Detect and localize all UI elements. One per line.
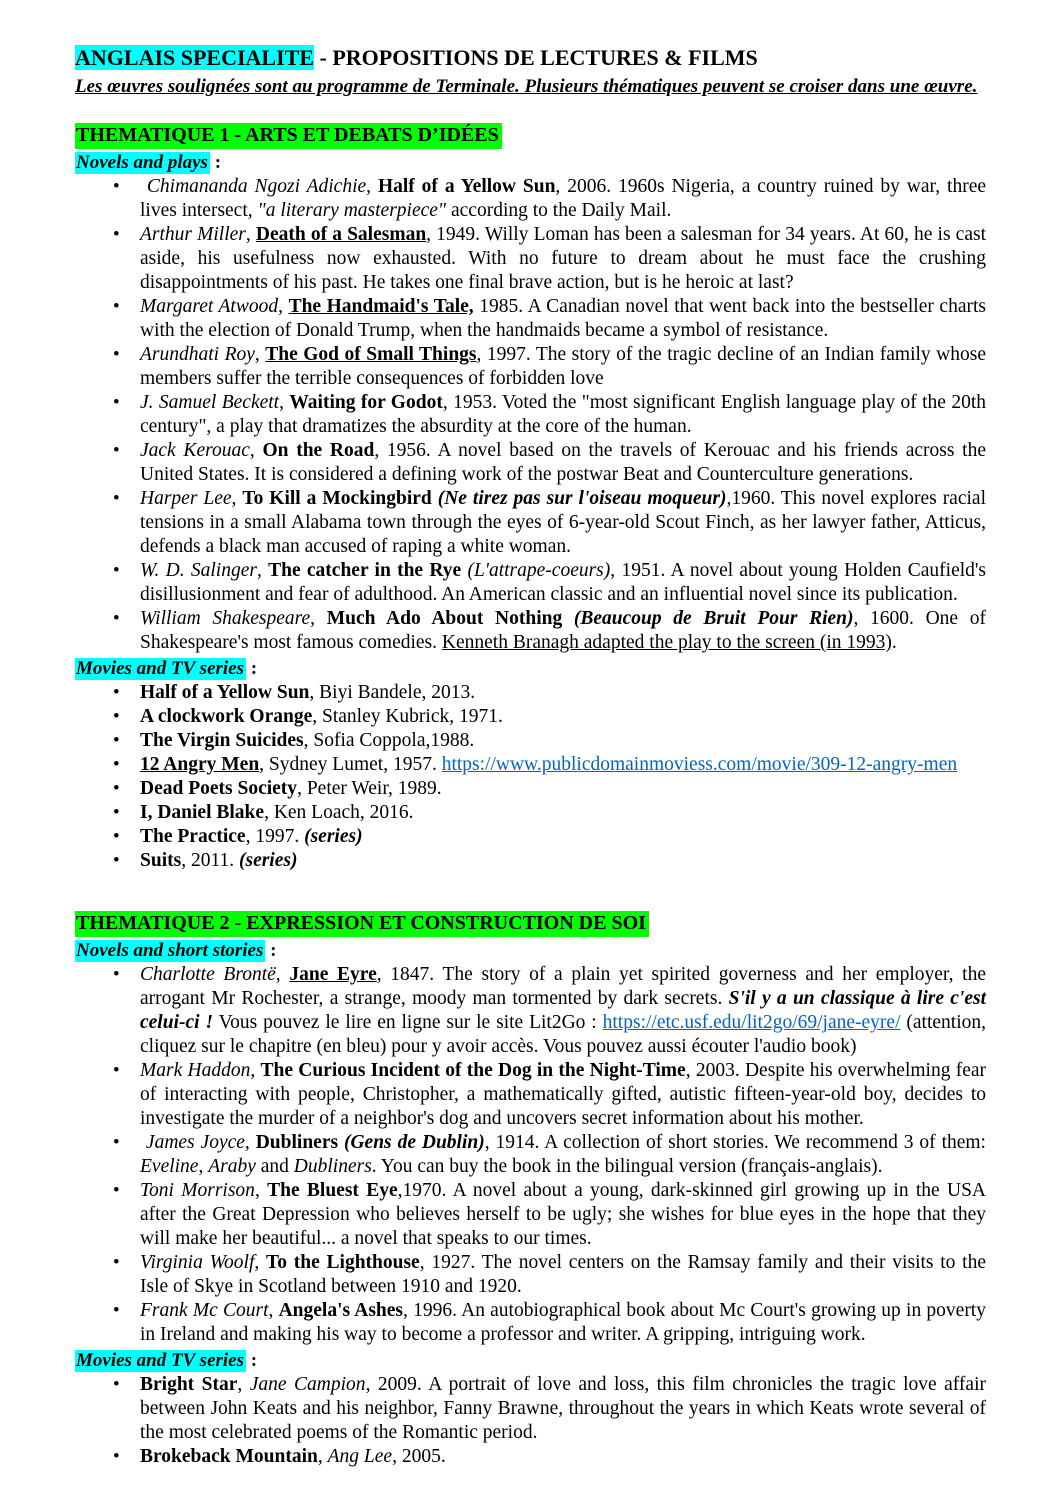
list-item bbox=[75, 391, 986, 439]
hyperlink[interactable]: https://www.publicdomainmoviess.com/movie/309-12-angry-men bbox=[441, 754, 958, 775]
text-segment: . bbox=[891, 632, 897, 653]
group-label: Movies and TV series bbox=[76, 1350, 245, 1371]
group-label: Novels and plays bbox=[76, 152, 208, 173]
text-segment: , 1847. The story of a plain yet spirited governess and her employer, the arrogant Mr Rochester, a strange, moody man tormented by dark secrets. bbox=[140, 964, 987, 1009]
list-item bbox=[75, 753, 986, 777]
text-segment: , Biyi Bandele, 2013. bbox=[309, 682, 476, 703]
text-segment: (Gens de Dublin) bbox=[343, 1132, 485, 1153]
list-item bbox=[75, 343, 986, 391]
list-item bbox=[75, 729, 986, 753]
item-list bbox=[75, 681, 986, 873]
thematic-section bbox=[75, 123, 986, 873]
text-segment: , bbox=[254, 1252, 267, 1273]
text-segment: , 2011. bbox=[181, 850, 239, 871]
text-segment: Chimananda Ngozi Adichie bbox=[140, 176, 367, 197]
text-segment: , 1996. An autobiographical book about Mc Court's growing up in poverty in Ireland and making his way to become a professor and writer. A gripping, intriguing work. bbox=[140, 1300, 986, 1345]
list-item bbox=[75, 559, 986, 607]
text-segment: , Sydney Lumet, 1957. bbox=[259, 754, 442, 775]
text-segment: To Kill a Mockingbird bbox=[242, 488, 438, 509]
group-label-colon: : bbox=[246, 658, 258, 679]
text-segment: W. D. Salinger bbox=[140, 560, 257, 581]
text-segment: , bbox=[268, 1300, 279, 1321]
text-segment: Dead Poets Society bbox=[140, 778, 298, 799]
page-title-rest: - PROPOSITIONS DE LECTURES & FILMS bbox=[314, 45, 758, 70]
text-segment: according to the Daily Mail. bbox=[446, 200, 672, 221]
text-segment: , 2003. Despite his overwhelming fear of interacting with people, Christopher, a mathematically gifted, autistic fifteen-year-old boy, decides to investigate the murder of a neighbor's dog and uncovers secret information about his mother. bbox=[140, 1060, 986, 1129]
page-subtitle: Les œuvres soulignées sont au programme de Terminale. Plusieurs thématiques peuvent se croiser dans une œuvre. bbox=[75, 76, 978, 97]
text-segment: , bbox=[250, 1060, 261, 1081]
text-segment: Half of a Yellow Sun bbox=[377, 176, 556, 197]
text-segment: , bbox=[237, 1374, 250, 1395]
list-item bbox=[75, 825, 986, 849]
text-segment: S'il y a un classique à lire c'est celui-ci ! bbox=[140, 988, 986, 1033]
text-segment: Much Ado About Nothing bbox=[326, 608, 574, 629]
text-segment: To the Lighthouse bbox=[266, 1252, 420, 1273]
text-segment: Arthur Miller bbox=[140, 224, 246, 245]
text-segment: Jane Campion bbox=[249, 1374, 366, 1395]
group-label-colon: : bbox=[246, 1350, 258, 1371]
text-segment: The Handmaid's Tale, bbox=[288, 296, 474, 317]
text-segment: Eveline bbox=[140, 1156, 199, 1177]
text-segment: Harper Lee bbox=[140, 488, 232, 509]
text-segment: and bbox=[255, 1156, 294, 1177]
list-item bbox=[75, 849, 986, 873]
item-list bbox=[75, 963, 986, 1347]
text-segment: Araby bbox=[208, 1156, 256, 1177]
text-segment: William Shakespeare bbox=[140, 608, 311, 629]
group-heading bbox=[75, 150, 986, 175]
text-segment: The Bluest Eye bbox=[267, 1180, 398, 1201]
list-item bbox=[75, 607, 986, 655]
text-segment: Brokeback Mountain bbox=[140, 1446, 318, 1467]
text-segment: Vous pouvez le lire en ligne sur le site Lit2Go : bbox=[213, 1012, 603, 1033]
text-segment: Margaret Atwood bbox=[140, 296, 279, 317]
text-segment: Frank Mc Court bbox=[140, 1300, 269, 1321]
group-heading bbox=[75, 656, 986, 681]
text-segment: The Practice bbox=[140, 826, 246, 847]
group-label-colon: : bbox=[209, 152, 222, 173]
item-list bbox=[75, 175, 986, 655]
hyperlink[interactable]: https://etc.usf.edu/lit2go/69/jane-eyre/ bbox=[602, 1012, 901, 1033]
page-title-highlighted: ANGLAIS SPECIALITE bbox=[75, 45, 315, 70]
text-segment: (attention, cliquez sur le chapitre (en bleu) pour y avoir accès. Vous pouvez aussi écouter l'audio book) bbox=[140, 1012, 986, 1057]
text-segment: Jane Eyre bbox=[289, 964, 377, 985]
text-segment: 12 Angry Men bbox=[140, 754, 260, 775]
text-segment: J. Samuel Beckett bbox=[140, 392, 280, 413]
text-segment: , Stanley Kubrick, 1971. bbox=[312, 706, 503, 727]
list-item bbox=[75, 801, 986, 825]
text-segment: (L'attrape-coeurs) bbox=[467, 560, 611, 581]
text-segment: Dubliners bbox=[293, 1156, 372, 1177]
text-segment: , bbox=[231, 488, 243, 509]
list-item bbox=[75, 1299, 986, 1347]
text-segment: , 1600. One of Shakespeare's most famous comedies. bbox=[140, 608, 986, 653]
text-segment: Jack Kerouac bbox=[140, 440, 250, 461]
text-segment: The God of Small Things bbox=[265, 344, 477, 365]
text-segment: , 1951. A novel about young Holden Caufield's disillusionment and fear of adulthood. An American classic and an influential novel since its publication. bbox=[140, 560, 987, 605]
text-segment: Angela's Ashes bbox=[278, 1300, 403, 1321]
text-segment: Ang Lee bbox=[327, 1446, 393, 1467]
text-segment: On the Road bbox=[262, 440, 375, 461]
text-segment: , bbox=[275, 964, 290, 985]
text-segment: , bbox=[245, 224, 256, 245]
text-segment: The Virgin Suicides bbox=[140, 730, 304, 751]
text-segment: Virginia Woolf bbox=[140, 1252, 255, 1273]
text-segment: (series) bbox=[304, 826, 363, 847]
text-segment: , bbox=[254, 344, 266, 365]
list-item bbox=[75, 1251, 986, 1299]
text-segment: , bbox=[317, 1446, 328, 1467]
text-segment: , bbox=[278, 296, 289, 317]
list-item bbox=[75, 1131, 986, 1179]
list-item bbox=[75, 439, 986, 487]
page-title bbox=[75, 44, 986, 72]
text-segment: Kenneth Branagh adapted the play to the screen (in 1993) bbox=[441, 632, 892, 653]
text-segment: A clockwork Orange bbox=[140, 706, 313, 727]
text-segment: James Joyce, bbox=[140, 1132, 256, 1153]
section-heading: THEMATIQUE 1 - ARTS ET DEBATS D’IDÉES bbox=[75, 123, 502, 149]
text-segment: Dubliners bbox=[255, 1132, 344, 1153]
text-segment: Half of a Yellow Sun bbox=[140, 682, 310, 703]
text-segment: , 1927. The novel centers on the Ramsay family and their visits to the Isle of Skye in Scotland between 1910 and 1920. bbox=[140, 1252, 987, 1297]
list-item bbox=[75, 705, 986, 729]
text-segment: Charlotte Brontë bbox=[140, 964, 276, 985]
text-segment: 1985. A Canadian novel that went back into the bestseller charts with the election of Donald Trump, when the handmaids became a symbol of resistance. bbox=[140, 296, 986, 341]
text-segment: , Peter Weir, 1989. bbox=[297, 778, 442, 799]
text-segment: , bbox=[198, 1156, 209, 1177]
list-item bbox=[75, 1445, 986, 1469]
text-segment: Suits bbox=[140, 850, 182, 871]
list-item bbox=[75, 1373, 986, 1445]
list-item bbox=[75, 681, 986, 705]
text-segment: Arundhati Roy bbox=[140, 344, 255, 365]
item-list bbox=[75, 1373, 986, 1469]
text-segment: , Ken Loach, 2016. bbox=[264, 802, 414, 823]
text-segment: The Curious Incident of the Dog in the Night-Time bbox=[260, 1060, 686, 1081]
group-heading bbox=[75, 938, 986, 963]
text-segment: . You can buy the book in the bilingual version (français-anglais). bbox=[371, 1156, 883, 1177]
list-item bbox=[75, 1059, 986, 1131]
text-segment: The catcher in the Rye bbox=[268, 560, 468, 581]
text-segment: I, Daniel Blake bbox=[140, 802, 265, 823]
list-item bbox=[75, 1179, 986, 1251]
text-segment: , 1914. A collection of short stories. We recommend 3 of them: bbox=[484, 1132, 986, 1153]
text-segment: ,1970. A novel about a young, dark-skinned girl growing up in the USA after the Great Depression who believes herself to be ugly; she wishes for blue eyes in the hope that they will make her beautiful... a novel that speaks to our times. bbox=[140, 1180, 987, 1249]
text-segment: (series) bbox=[238, 850, 298, 871]
text-segment: , bbox=[249, 440, 263, 461]
text-segment: , 2006. 1960s Nigeria, a country ruined by war, three lives intersect, bbox=[140, 176, 986, 221]
text-segment: , 1997. The story of the tragic decline of an Indian family whose members suffer the terrible consequences of forbidden love bbox=[140, 344, 986, 389]
text-segment: , bbox=[279, 392, 290, 413]
text-segment: , 1956. A novel based on the travels of Kerouac and his friends across the United States. It is considered a defining work of the postwar Beat and Counterculture generations. bbox=[140, 440, 986, 485]
text-segment: Mark Haddon bbox=[140, 1060, 251, 1081]
text-segment: Toni Morrison bbox=[140, 1180, 255, 1201]
text-segment: (Beaucoup de Bruit Pour Rien) bbox=[573, 608, 854, 629]
group-label: Movies and TV series bbox=[76, 658, 245, 679]
list-item bbox=[75, 295, 986, 343]
text-segment: , bbox=[310, 608, 327, 629]
text-segment: , 2005. bbox=[392, 1446, 446, 1467]
text-segment: Waiting for Godot bbox=[289, 392, 443, 413]
group-label: Novels and short stories bbox=[76, 940, 264, 961]
text-segment: , bbox=[256, 560, 269, 581]
group-label-colon: : bbox=[265, 940, 277, 961]
text-segment: (Ne tirez pas sur l'oiseau moqueur) bbox=[437, 488, 727, 509]
group-heading bbox=[75, 1348, 986, 1373]
text-segment: , 1997. bbox=[245, 826, 305, 847]
text-segment: ,1960. This novel explores racial tensions in a small Alabama town through the eyes of 6-year-old Scout Finch, as her lawyer father, Atticus, defends a black man accused of raping a white woman. bbox=[140, 488, 986, 557]
list-item bbox=[75, 777, 986, 801]
text-segment: "a literary masterpiece" bbox=[257, 200, 447, 221]
text-segment: Death of a Salesman bbox=[255, 224, 427, 245]
list-item bbox=[75, 175, 986, 223]
list-item bbox=[75, 487, 986, 559]
sections bbox=[75, 123, 986, 1469]
text-segment: , 1953. Voted the "most significant English language play of the 20th century", a play that dramatizes the absurdity at the core of the human. bbox=[140, 392, 987, 437]
thematic-section bbox=[75, 911, 986, 1469]
section-heading: THEMATIQUE 2 - EXPRESSION ET CONSTRUCTION DE SOI bbox=[75, 911, 649, 937]
list-item bbox=[75, 963, 986, 1059]
text-segment: Bright Star bbox=[140, 1374, 238, 1395]
text-segment: , 2009. A portrait of love and loss, this film chronicles the tragic love affair between John Keats and his neighbor, Fanny Brawne, throughout the years in which Keats wrote several of the most celebrated poems of the Romantic period. bbox=[140, 1374, 986, 1443]
text-segment: , 1949. Willy Loman has been a salesman for 34 years. At 60, he is cast aside, his usefulness now exhausted. With no future to dream about he must face the crushing disappointments of his past. He takes one final brave action, but is he heroic at last? bbox=[140, 224, 987, 293]
text-segment: , Sofia Coppola,1988. bbox=[303, 730, 475, 751]
list-item bbox=[75, 223, 986, 295]
text-segment: , bbox=[254, 1180, 268, 1201]
text-segment: , bbox=[366, 176, 378, 197]
